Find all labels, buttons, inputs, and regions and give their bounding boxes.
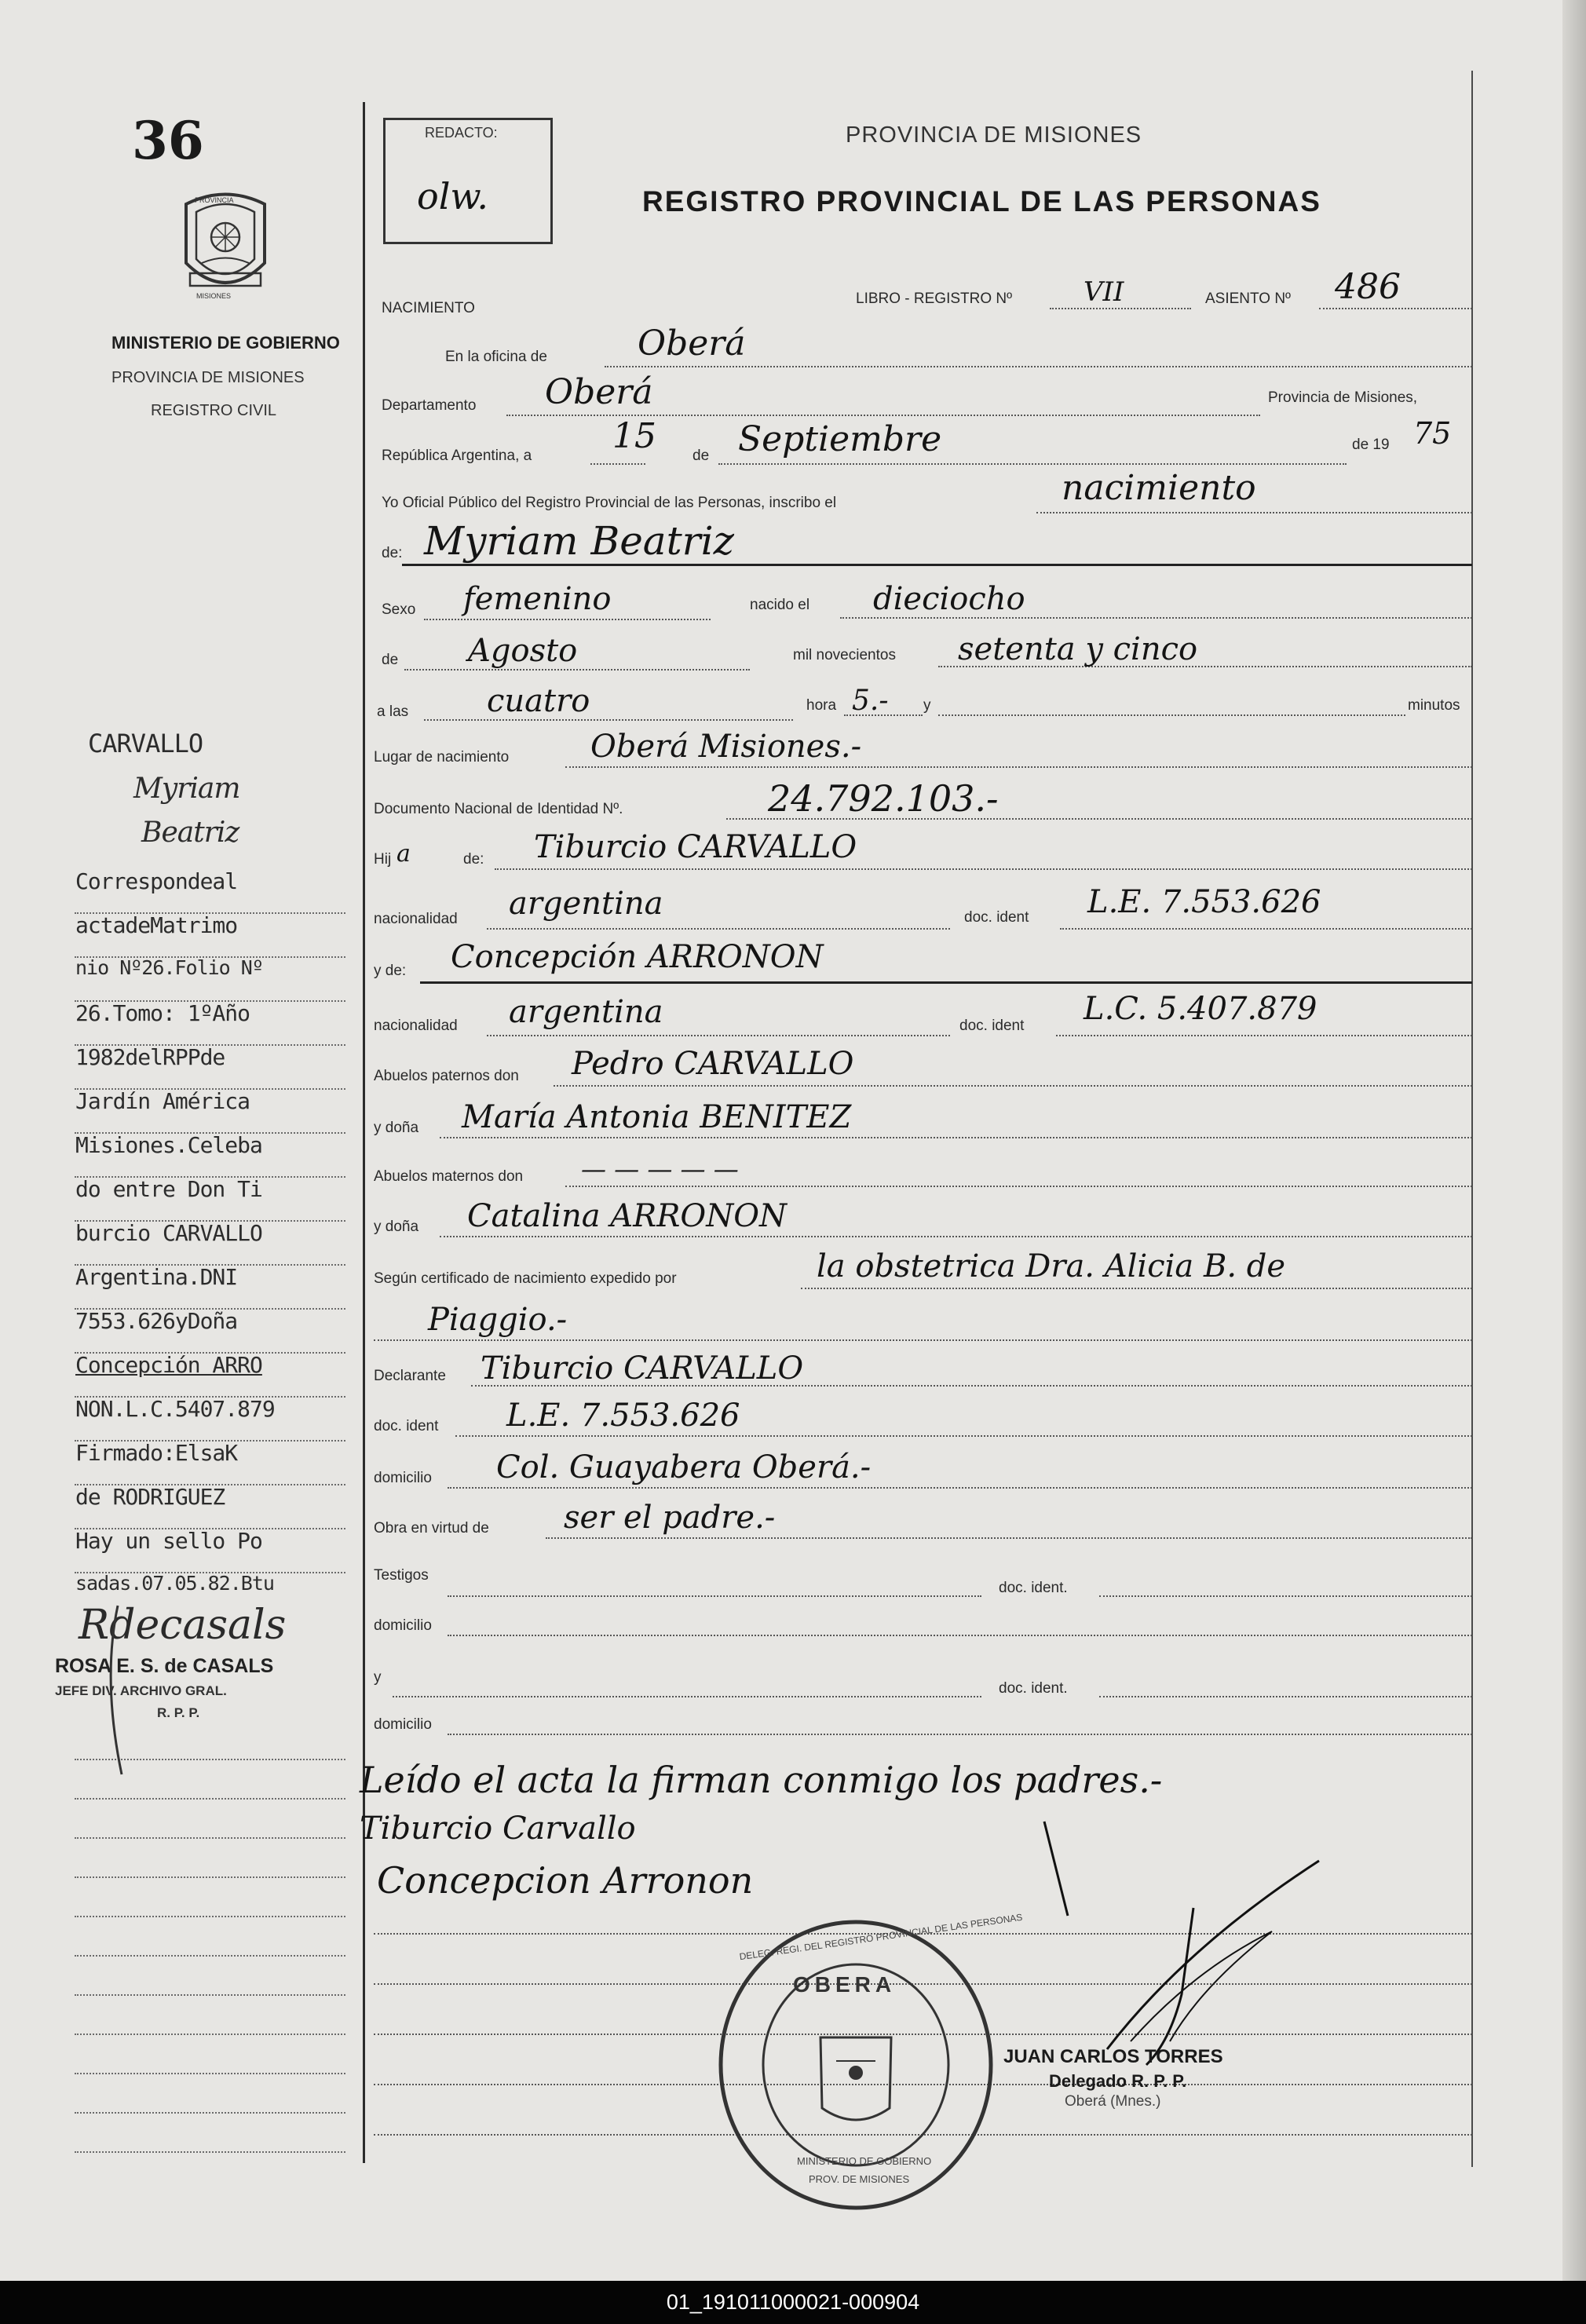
abm-label: Abuelos maternos don — [374, 1168, 524, 1185]
year-value: 75 — [1413, 416, 1452, 451]
margin-ruled-line — [75, 1876, 345, 1878]
margin-annotation-line: 7553.626yDoña — [75, 1308, 238, 1334]
seal-bottom-text: PROV. DE MISIONES — [809, 2173, 910, 2185]
doc3-label: doc. ident — [374, 1418, 439, 1434]
asiento-value: 486 — [1335, 267, 1401, 307]
y2-line — [393, 1696, 981, 1697]
archive-stamp-name: ROSA E. S. de CASALS — [55, 1655, 274, 1677]
hora-value: 5.- — [852, 685, 889, 717]
header-province: PROVINCIA DE MISIONES — [846, 122, 1142, 148]
margin-ruled-line — [75, 1955, 345, 1957]
abm-dona-line — [440, 1236, 1472, 1237]
birth-month-value: Agosto — [468, 633, 578, 669]
docid-line — [1099, 1595, 1472, 1597]
coat-of-arms-icon — [174, 188, 276, 306]
seal-ring-text: DELEG. REGI. DEL REGISTRO PROVINCIAL DE LAS PERSONAS — [738, 1911, 1024, 1963]
margin-annotation-line: CARVALLO — [88, 729, 203, 758]
act-type-label: NACIMIENTO — [382, 300, 475, 316]
margin-annotation-line: nio Nº26.Folio Nº — [75, 956, 263, 979]
margin-annotation-line: Jardín América — [75, 1088, 250, 1114]
day-value: 15 — [612, 416, 656, 456]
hour-line — [424, 719, 793, 721]
left-province: PROVINCIA DE MISIONES — [111, 369, 305, 386]
paper-edge — [1562, 0, 1586, 2281]
y-label: y — [923, 697, 931, 714]
hour-value: cuatro — [487, 683, 590, 719]
lugar-line — [565, 766, 1472, 768]
margin-annotation-line: Hay un sello Po — [75, 1528, 262, 1554]
seal-inner-text: MINISTERIO DE GOBIERNO — [797, 2155, 932, 2167]
margin-annotation-line: burcio CARVALLO — [75, 1220, 262, 1246]
doc1-line — [1060, 928, 1472, 930]
margin-annotation-line: 1982delRPPde — [75, 1044, 225, 1070]
obra-value: ser el padre.- — [564, 1500, 776, 1536]
abm-value: — — — — — — [581, 1154, 739, 1184]
footer-caption: 01_191011000021-000904 — [0, 2281, 1586, 2324]
emblem-bottom-text: MISIONES — [196, 292, 232, 300]
margin-annotation-line: Firmado:ElsaK — [75, 1440, 238, 1466]
declarante-value: Tiburcio CARVALLO — [481, 1350, 804, 1387]
margin-annotation-line: Correspondeal — [75, 868, 238, 894]
day-line — [590, 463, 645, 465]
month-line — [718, 463, 1347, 465]
obra-line — [546, 1537, 1472, 1539]
nacido-label: nacido el — [750, 597, 810, 613]
domicilio3-label: domicilio — [374, 1716, 432, 1733]
nac1-value: argentina — [509, 886, 663, 922]
minutos-label: minutos — [1408, 697, 1460, 714]
ydona1-label: y doña — [374, 1120, 419, 1136]
abm-line — [565, 1186, 1472, 1187]
docid2-line — [1099, 1696, 1472, 1697]
doc1-label: doc. ident — [964, 909, 1029, 926]
abp-line — [554, 1085, 1472, 1087]
officer-role: Delegado R. P. P. — [1049, 2071, 1187, 2091]
officer-location: Oberá (Mnes.) — [1065, 2093, 1161, 2110]
sexo-value: femenino — [463, 581, 612, 617]
margin-annotation-line: de RODRIGUEZ — [75, 1484, 225, 1510]
libro-value: VII — [1084, 276, 1124, 308]
nac1-line — [487, 928, 950, 930]
margin-annotation-line: Misiones.Celeba — [75, 1132, 262, 1158]
mother-line — [420, 981, 1472, 984]
margin-annotation-line: Myriam — [133, 773, 240, 805]
docid-label: doc. ident. — [999, 1580, 1068, 1596]
de-label: de — [693, 448, 710, 464]
redacto-value: olw. — [417, 175, 488, 217]
abp-value: Pedro CARVALLO — [572, 1046, 854, 1082]
testigos-label: Testigos — [374, 1567, 429, 1584]
name-value: Myriam Beatriz — [424, 518, 734, 564]
signature-father: Tiburcio Carvallo — [360, 1811, 636, 1847]
birth-year-value: setenta y cinco — [958, 631, 1198, 667]
margin-ruled-line — [75, 2151, 345, 2153]
margin-annotation-line: NON.L.C.5407.879 — [75, 1396, 275, 1422]
testigos-line — [448, 1595, 981, 1597]
domicilio2-label: domicilio — [374, 1617, 432, 1634]
margin-annotation-line: sadas.07.05.82.Btu — [75, 1572, 274, 1595]
domicilio2-line — [448, 1635, 1472, 1636]
y2-label: y — [374, 1669, 382, 1686]
cert-value: la obstetrica Dra. Alicia B. de — [817, 1248, 1286, 1284]
hora-label: hora — [806, 697, 837, 714]
cert-value-2: Piaggio.- — [428, 1302, 568, 1338]
father-value: Tiburcio CARVALLO — [534, 829, 857, 865]
domicilio-value: Col. Guayabera Oberá.- — [496, 1449, 872, 1485]
doc2-value: L.C. 5.407.879 — [1084, 991, 1317, 1027]
abp-label: Abuelos paternos don — [374, 1068, 519, 1084]
father-line — [495, 868, 1472, 870]
archive-stamp-role: JEFE DIV. ARCHIVO GRAL. — [55, 1683, 227, 1698]
nacido-line — [840, 617, 1472, 619]
officer-name: JUAN CARLOS TORRES — [1003, 2046, 1223, 2067]
official-seal-icon — [711, 1916, 1001, 2214]
provincia-suffix: Provincia de Misiones, — [1268, 389, 1418, 406]
redacto-label: REDACTO: — [425, 125, 498, 141]
asiento-line — [1319, 308, 1472, 309]
cert-line-2 — [374, 1339, 1472, 1341]
nac2-label: nacionalidad — [374, 1018, 458, 1034]
oficina-value: Oberá — [638, 323, 746, 364]
archive-stamp-org: R. P. P. — [157, 1705, 200, 1720]
libro-line — [1050, 308, 1191, 309]
margin-ruled-line — [75, 1837, 345, 1839]
obra-label: Obra en virtud de — [374, 1520, 489, 1537]
dni-label: Documento Nacional de Identidad Nº. — [374, 801, 623, 817]
minutos-line — [938, 714, 1405, 716]
hijo-label: Hij — [374, 851, 392, 868]
cert-label: Según certificado de nacimiento expedido por — [374, 1270, 677, 1287]
margin-annotation-line: 26.Tomo: 1ºAño — [75, 1000, 250, 1026]
hijo-suffix: a — [396, 840, 411, 868]
margin-annotation-line: Concepción ARRO — [75, 1352, 262, 1378]
left-civil-registry: REGISTRO CIVIL — [151, 402, 277, 419]
closing-text: Leído el acta la firman conmigo los padres.- — [360, 1759, 1163, 1801]
domicilio-label: domicilio — [374, 1470, 432, 1486]
redacto-box — [383, 118, 553, 244]
mil-label: mil novecientos — [793, 647, 896, 663]
domicilio-line — [448, 1487, 1472, 1489]
margin-divider — [363, 102, 365, 2163]
doc3-line — [455, 1435, 1472, 1437]
docid2-label: doc. ident. — [999, 1680, 1068, 1697]
oficina-line — [605, 366, 1472, 367]
signature-stroke-icon — [102, 1602, 173, 1782]
margin-annotation-line: actadeMatrimo — [75, 912, 238, 938]
birth-month-line — [404, 669, 750, 671]
margin-ruled-line — [75, 1916, 345, 1917]
signature-mother: Concepcion Arronon — [377, 1859, 754, 1902]
departamento-value: Oberá — [545, 372, 653, 412]
sexo-label: Sexo — [382, 601, 416, 618]
hijo-de-label: de: — [463, 851, 484, 868]
registry-title: REGISTRO PROVINCIAL DE LAS PERSONAS — [642, 185, 1321, 217]
republica-label: República Argentina, a — [382, 448, 532, 464]
doc2-label: doc. ident — [959, 1018, 1025, 1034]
ministry-name: MINISTERIO DE GOBIERNO — [111, 333, 340, 353]
margin-ruled-line — [75, 1798, 345, 1800]
margin-annotation-line: Beatriz — [141, 817, 239, 849]
cert-line — [801, 1288, 1472, 1289]
mother-value: Concepción ARRONON — [451, 939, 824, 975]
margin-annotation-line: Argentina.DNI — [75, 1264, 238, 1290]
inscribo-line — [1036, 512, 1472, 513]
doc1-value: L.E. 7.553.626 — [1087, 884, 1321, 920]
archive-chief-signature: Rdecasals — [79, 1602, 287, 1649]
inscribo-value: nacimiento — [1062, 468, 1256, 508]
margin-ruled-line — [75, 2073, 345, 2074]
nac2-line — [487, 1035, 950, 1036]
right-border — [1471, 71, 1473, 2167]
margin-annotation-line: do entre Don Ti — [75, 1176, 262, 1202]
sexo-line — [424, 619, 711, 620]
lugar-value: Oberá Misiones.- — [590, 729, 862, 765]
yde-label: y de: — [374, 963, 407, 979]
nac2-value: argentina — [509, 994, 663, 1030]
officer-signature-icon — [1013, 1814, 1343, 2081]
alas-label: a las — [377, 703, 409, 720]
de2-label: de: — [382, 545, 403, 561]
abp-dona-line — [440, 1137, 1472, 1138]
dni-value: 24.792.103.- — [768, 777, 999, 820]
asiento-label: ASIENTO Nº — [1205, 290, 1291, 307]
margin-ruled-line — [75, 2112, 345, 2114]
official-text: Yo Oficial Público del Registro Provincial de las Personas, inscribo el — [382, 495, 837, 511]
doc2-line — [1056, 1035, 1472, 1036]
name-line — [402, 564, 1472, 566]
doc3-value: L.E. 7.553.626 — [506, 1398, 740, 1434]
margin-ruled-line — [75, 1994, 345, 1996]
emblem-top-text: PROVINCIA — [195, 196, 234, 204]
libro-label: LIBRO - REGISTRO Nº — [856, 290, 1013, 307]
abm-dona-value: Catalina ARRONON — [467, 1198, 787, 1234]
year-prefix: de 19 — [1352, 437, 1390, 453]
de3-label: de — [382, 652, 399, 668]
departamento-label: Departamento — [382, 397, 477, 414]
margin-ruled-line — [75, 2034, 345, 2035]
page-number: 36 — [132, 110, 204, 171]
nac1-label: nacionalidad — [374, 911, 458, 927]
abp-dona-value: María Antonia BENITEZ — [462, 1099, 852, 1135]
seal-city: OBERA — [793, 1972, 897, 1997]
oficina-label: En la oficina de — [445, 349, 547, 365]
month-value: Septiembre — [738, 419, 942, 459]
lugar-label: Lugar de nacimiento — [374, 749, 510, 766]
nacido-value: dieciocho — [873, 581, 1025, 617]
domicilio3-line — [448, 1734, 1472, 1735]
ydona2-label: y doña — [374, 1219, 419, 1235]
declarante-label: Declarante — [374, 1368, 446, 1384]
